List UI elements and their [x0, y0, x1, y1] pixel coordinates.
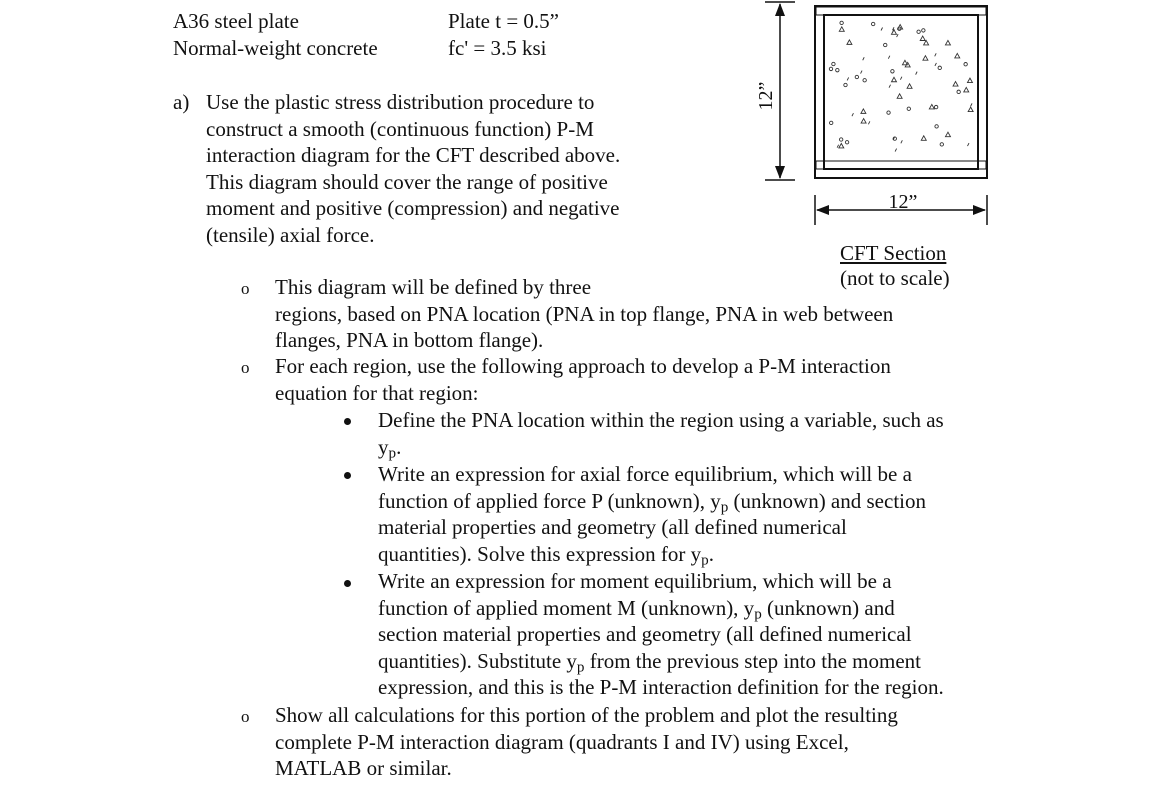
aggregate-mark [836, 68, 839, 71]
aggregate-mark [891, 70, 894, 73]
aggregate-mark [971, 103, 973, 106]
aggregate-mark [837, 145, 839, 148]
part-a-line: construct a smooth (continuous function) P-M [206, 116, 594, 141]
aggregate-mark [839, 27, 844, 32]
bullet-line: regions, based on PNA location (PNA in top flange, PNA in web between [275, 301, 894, 326]
plate-thickness: Plate t = 0.5” [448, 9, 559, 33]
circle-bullet-icon: o [241, 707, 250, 726]
aggregate-mark [917, 30, 920, 33]
dot-bullet-icon [344, 472, 351, 479]
bullet-line: This diagram will be defined by three [275, 275, 592, 299]
aggregate-mark [839, 143, 844, 148]
bullet-line: material properties and geometry (all defined numerical [378, 515, 847, 539]
aggregate-mark [938, 66, 941, 69]
aggregate-mark [934, 105, 937, 108]
dot-bullet-icon [344, 418, 351, 425]
aggregate-mark [861, 109, 866, 114]
aggregate-mark [920, 36, 925, 41]
aggregate-mark [884, 43, 887, 46]
bullet-item-plot [275, 702, 898, 782]
aggregate-mark [868, 121, 870, 124]
aggregate-mark [916, 72, 918, 75]
aggregate-mark [964, 62, 967, 65]
sub-bullet-axial [378, 461, 926, 567]
part-a-line: Use the plastic stress distribution procedure to [206, 90, 595, 114]
aggregate-mark [844, 83, 847, 86]
bullet-line: quantities). Substitute $y_p$ from the previous step into the moment [378, 648, 921, 675]
aggregate-mark [881, 27, 883, 30]
aggregate-mark [924, 40, 929, 45]
figure-caption-title: CFT Section [840, 241, 947, 265]
bullet-line: complete P-M interaction diagram (quadrants I and IV) using Excel, [275, 729, 849, 754]
aggregate-mark [888, 56, 890, 59]
bullet-line: section material properties and geometry (all defined numerical [378, 622, 912, 646]
tube-outer-edge [815, 6, 987, 178]
height-dimension-label: 12” [755, 81, 777, 111]
bullet-line: expression, and this is the P-M interaction definition for the region. [378, 675, 944, 699]
sub-bullet-moment [378, 568, 944, 701]
bullet-line: function of applied moment M (unknown), $y_p$ (unknown) and [378, 595, 895, 622]
bullet-line: function of applied force P (unknown), $y_p$ (unknown) and section [378, 488, 926, 515]
aggregate-mark [840, 21, 843, 24]
aggregate-mark [921, 136, 926, 141]
aggregate-mark [863, 57, 865, 60]
bullet-line: Define the PNA location within the region using a variable, such as [378, 408, 944, 432]
aggregate-mark [907, 84, 912, 89]
part-a-line: This diagram should cover the range of positive [206, 169, 608, 194]
aggregate-mark [892, 77, 897, 82]
aggregate-mark [968, 143, 970, 146]
sub-bullet-pna [378, 407, 944, 460]
aggregate-mark [922, 29, 925, 32]
bullet-item-approach [275, 353, 891, 406]
part-a-text [206, 89, 620, 248]
circle-bullet-icon: o [241, 279, 250, 298]
aggregate-mark [861, 71, 863, 74]
bullet-line: For each region, use the following approach to develop a P-M interaction [275, 354, 891, 378]
dot-bullet-icon [344, 580, 351, 587]
tube-inner-edge [824, 15, 978, 169]
aggregate-mark [945, 132, 950, 137]
aggregate-mark [845, 141, 848, 144]
aggregate-mark [940, 143, 943, 146]
material-steel: A36 steel plate [173, 9, 299, 33]
bullet-line: Write an expression for axial force equilibrium, which will be a [378, 462, 912, 486]
concrete-fill-pattern [829, 21, 973, 151]
aggregate-mark [863, 79, 866, 82]
aggregate-mark [887, 111, 890, 114]
aggregate-mark [935, 63, 937, 66]
aggregate-mark [832, 62, 835, 65]
aggregate-mark [902, 60, 907, 65]
bullet-line: MATLAB or similar. [275, 756, 452, 780]
aggregate-mark [897, 94, 902, 99]
aggregate-mark [968, 107, 973, 112]
aggregate-mark [923, 56, 928, 61]
circle-bullet-icon: o [241, 358, 250, 377]
aggregate-mark [900, 77, 902, 80]
aggregate-mark [871, 22, 874, 25]
bullet-line: Show all calculations for this portion of the problem and plot the resulting [275, 703, 898, 727]
aggregate-mark [852, 113, 854, 116]
aggregate-mark [907, 107, 910, 110]
figure-caption-note: (not to scale) [840, 266, 950, 290]
bullet-line: flanges, PNA in bottom flange). [275, 328, 544, 352]
aggregate-mark [957, 90, 960, 93]
aggregate-mark [935, 125, 938, 128]
aggregate-mark [901, 140, 903, 143]
aggregate-mark [967, 78, 972, 83]
concrete-strength: fc' = 3.5 ksi [448, 36, 547, 60]
aggregate-mark [855, 75, 858, 78]
width-dimension-label: 12” [888, 191, 918, 213]
aggregate-mark [829, 67, 832, 70]
aggregate-mark [895, 149, 897, 152]
part-a-line: interaction diagram for the CFT described above. [206, 143, 621, 167]
aggregate-mark [929, 104, 934, 109]
bullet-line: quantities). Solve this expression for $y_p$. [378, 541, 714, 568]
aggregate-mark [953, 82, 958, 87]
top-flange [816, 7, 986, 15]
bullet-line: equation for that region: [275, 380, 479, 405]
bullet-line: $y_p$. [378, 434, 402, 461]
aggregate-mark [964, 87, 969, 92]
aggregate-mark [839, 138, 842, 141]
part-a-line: (tensile) axial force. [206, 222, 375, 247]
part-a-line: moment and positive (compression) and negative [206, 196, 620, 220]
bottom-flange [816, 161, 986, 169]
bullet-item-regions [275, 274, 893, 354]
aggregate-mark [847, 77, 849, 80]
aggregate-mark [955, 53, 960, 58]
aggregate-mark [945, 40, 950, 45]
material-concrete: Normal-weight concrete [173, 36, 378, 60]
aggregate-mark [861, 119, 866, 124]
bullet-line: Write an expression for moment equilibrium, which will be a [378, 569, 892, 593]
aggregate-mark [889, 85, 891, 88]
aggregate-mark [847, 40, 852, 45]
part-a-label: a) [173, 90, 190, 114]
aggregate-mark [935, 53, 937, 56]
aggregate-mark [829, 121, 832, 124]
